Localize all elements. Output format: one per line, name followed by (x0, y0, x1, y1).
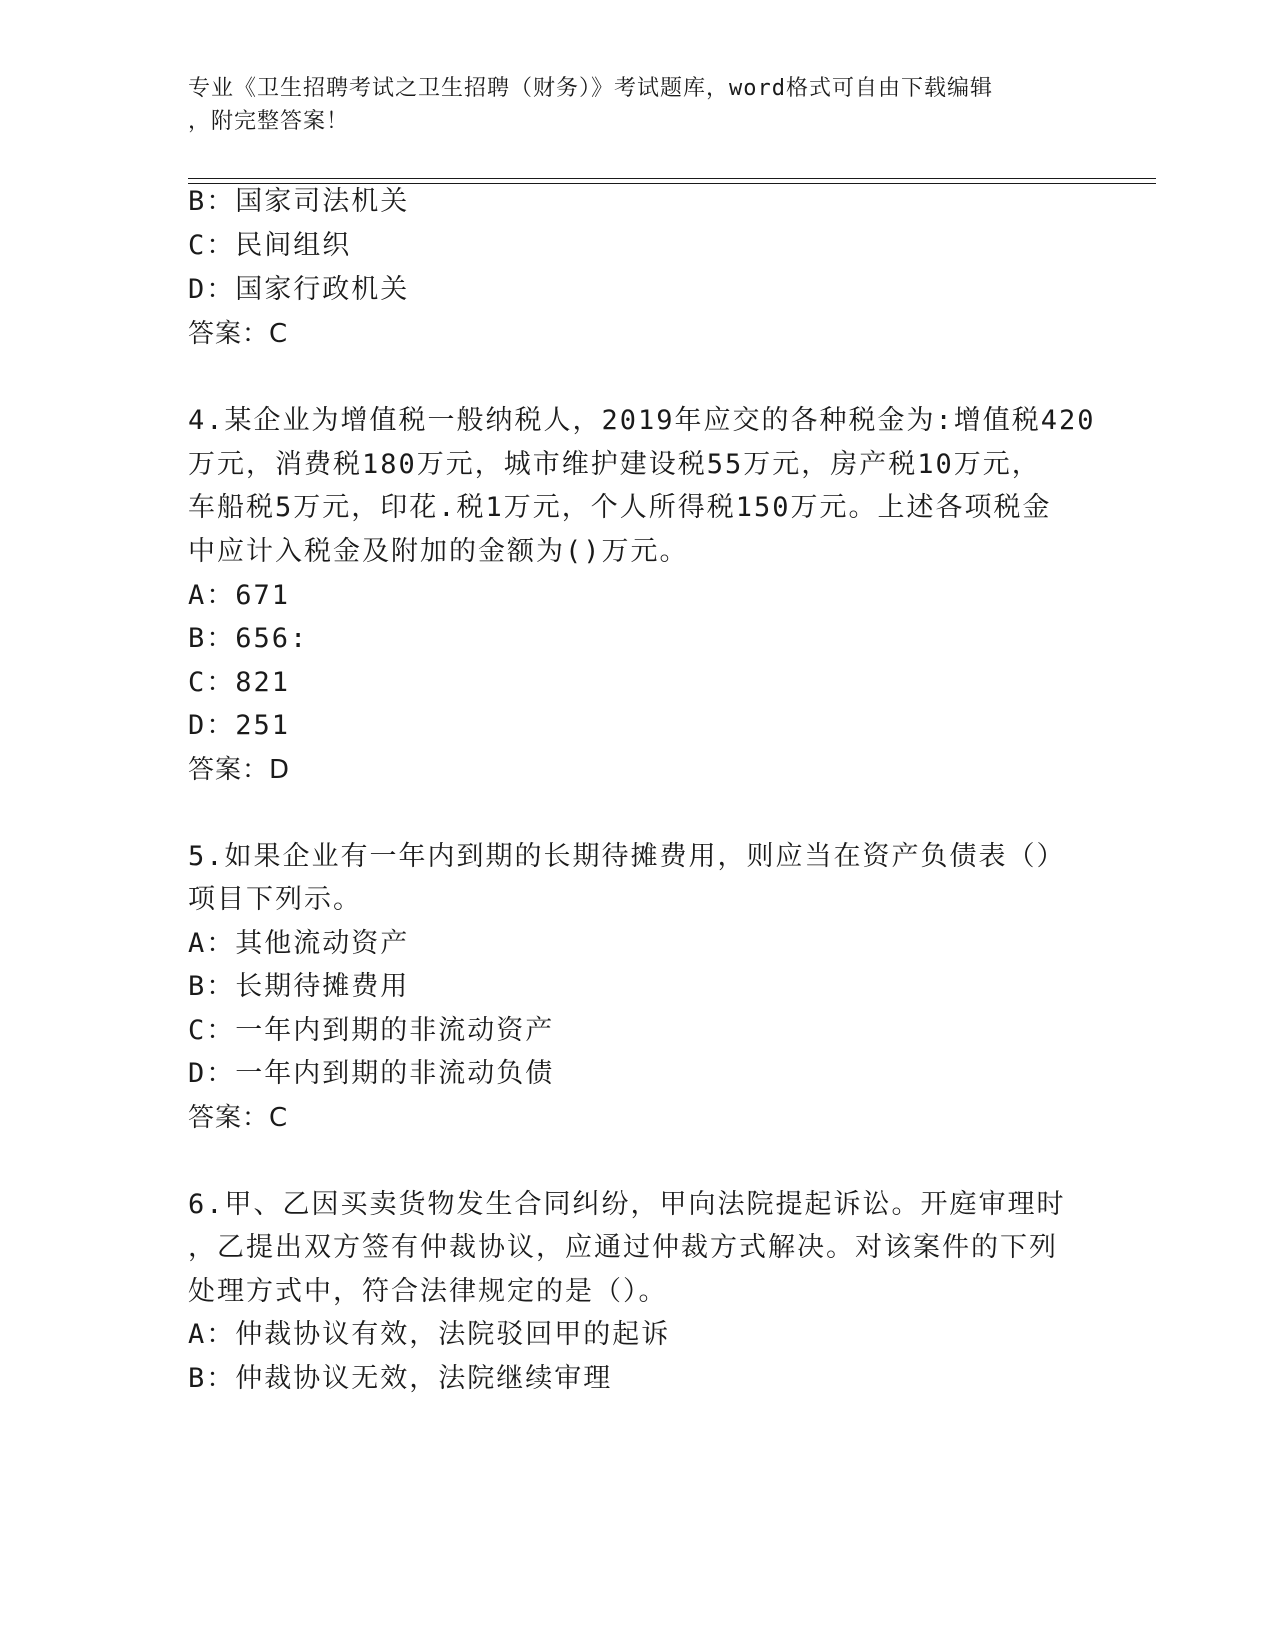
q6-option-a: A：仲裁协议有效，法院驳回甲的起诉 (188, 1319, 671, 1350)
q6-stem-line-3: 处理方式中，符合法律规定的是（）。 (188, 1276, 668, 1307)
q5-answer: 答案：C (188, 1103, 289, 1133)
q5-option-d: D：一年内到期的非流动负债 (188, 1058, 555, 1089)
q4-stem-line-1: 4.某企业为增值税一般纳税人，2019年应交的各种税金为:增值税420 (188, 405, 1096, 436)
q3-option-c: C：民间组织 (188, 230, 352, 261)
page-header: 专业《卫生招聘考试之卫生招聘（财务）》考试题库，word格式可自由下载编辑 ，附完整答案！ (188, 76, 993, 134)
q5-option-a: A：其他流动资产 (188, 928, 410, 959)
q5-stem-line-2: 项目下列示。 (188, 884, 362, 915)
q6-stem-line-2: ，乙提出双方签有仲裁协议，应通过仲裁方式解决。对该案件的下列 (188, 1232, 1058, 1263)
q3-option-d: D：国家行政机关 (188, 274, 410, 305)
q3-option-b: B：国家司法机关 (188, 186, 410, 217)
header-divider-top (188, 178, 1156, 179)
q6-stem-line-1: 6.甲、乙因买卖货物发生合同纠纷，甲向法院提起诉讼。开庭审理时 (188, 1189, 1066, 1220)
q5-stem-line-1: 5.如果企业有一年内到期的长期待摊费用，则应当在资产负债表（） (188, 841, 1066, 872)
q5-option-c: C：一年内到期的非流动资产 (188, 1015, 555, 1046)
q4-stem-line-2: 万元，消费税180万元，城市维护建设税55万元，房产税10万元， (188, 449, 1041, 480)
q4-answer: 答案：D (188, 755, 291, 785)
q3-answer: 答案：C (188, 319, 289, 349)
q4-option-c: C：821 (188, 667, 291, 698)
q4-stem-line-4: 中应计入税金及附加的金额为()万元。 (188, 536, 689, 567)
q4-option-d: D：251 (188, 710, 291, 741)
q4-option-a: A：671 (188, 580, 291, 611)
q4-stem-line-3: 车船税5万元，印花.税1万元，个人所得税150万元。上述各项税金 (188, 492, 1052, 523)
q4-option-b: B：656: (188, 623, 309, 654)
header-divider-bottom (188, 183, 1156, 184)
q5-option-b: B：长期待摊费用 (188, 971, 410, 1002)
q6-option-b: B：仲裁协议无效，法院继续审理 (188, 1363, 613, 1394)
